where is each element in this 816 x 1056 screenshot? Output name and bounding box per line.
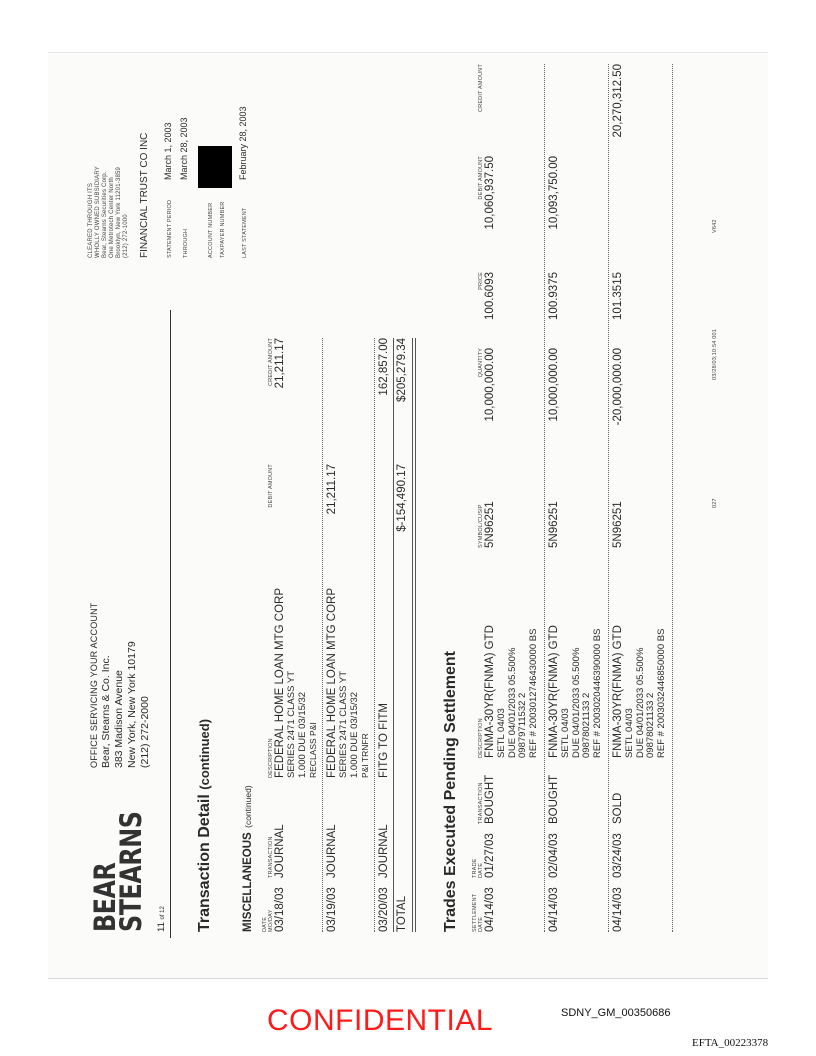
trade-row-1-transaction: BOUGHT xyxy=(484,774,496,824)
transaction-detail-suffix: (continued) xyxy=(197,718,212,790)
col-symbol-header: SYMBOL/CUSIP xyxy=(478,504,484,548)
clearing-line: WHOLLY OWNED SUBSIDIARY xyxy=(95,166,101,258)
footer-code-right: V642 xyxy=(712,219,718,233)
trade-row-1-price: 100.6093 xyxy=(484,272,496,320)
total-label: TOTAL xyxy=(396,896,408,932)
trades-title: Trades Executed Pending Settlement xyxy=(442,651,459,932)
misc-row-2-description xyxy=(326,588,371,778)
through-label: THROUGH xyxy=(183,228,189,258)
row-separator xyxy=(608,64,609,932)
col-trade-credit-header: CREDIT AMOUNT xyxy=(478,64,484,113)
description-line: SETL 04/03 xyxy=(496,708,507,758)
efta-number: EFTA_00223378 xyxy=(692,1037,769,1049)
description-line: 1.000 DUE 03/15/32 xyxy=(348,691,360,778)
statement-period-label: STATEMENT PERIOD xyxy=(167,199,173,258)
bear-stearns-logo xyxy=(88,811,148,932)
col-date-header-2: MO/DAY xyxy=(268,909,274,932)
page-number-value: 11 xyxy=(156,922,167,932)
transaction-detail-heading xyxy=(196,719,214,932)
misc-row-2-transaction: JOURNAL xyxy=(326,824,338,878)
misc-title: MISCELLANEOUS xyxy=(242,832,254,932)
misc-row-1-credit: 21,211.17 xyxy=(274,338,286,389)
col-trade-transaction-header: TRANSACTION xyxy=(478,782,484,824)
col-date-header-1: DATE xyxy=(262,916,268,932)
trade-row-1-description xyxy=(484,625,539,758)
office-line: New York, New York 10179 xyxy=(126,641,138,768)
row-separator xyxy=(374,338,375,932)
misc-row-3-transaction: JOURNAL xyxy=(378,824,390,878)
trade-row-2-price: 100.9375 xyxy=(548,272,560,320)
description-line: 09879711532 2 xyxy=(517,692,528,758)
last-statement-value: February 28, 2003 xyxy=(238,106,248,180)
bates-number: SDNY_GM_00350686 xyxy=(561,1007,671,1019)
misc-row-1-description xyxy=(274,588,319,778)
description-line: FNMA-30YR(FNMA) GTD xyxy=(484,625,496,758)
description-line: SETL 04/03 xyxy=(624,708,635,758)
description-line: 1.000 DUE 03/15/32 xyxy=(296,691,308,778)
col-price-header: PRICE xyxy=(478,272,484,290)
last-statement-label: LAST STATEMENT xyxy=(242,207,248,258)
description-line: SERIES 2471 CLASS YT xyxy=(338,670,349,778)
col-trade-debit-header: DEBIT AMOUNT xyxy=(478,156,484,200)
description-line: RECLASS P&I xyxy=(308,722,318,778)
misc-row-3-credit: 162,857.00 xyxy=(378,338,390,396)
misc-row-3-date: 03/20/03 xyxy=(378,887,390,932)
col-transaction-header: TRANSACTION xyxy=(268,836,274,878)
page-number xyxy=(156,906,167,932)
trade-row-1-symbol: 5N96251 xyxy=(484,501,496,548)
trade-row-3-description xyxy=(612,625,667,758)
description-line: SETL 04/03 xyxy=(560,708,571,758)
col-trade-header-2: DATE xyxy=(478,862,484,878)
trade-row-1-settlement: 04/14/03 xyxy=(484,887,496,932)
description-line: FEDERAL HOME LOAN MTG CORP xyxy=(326,588,338,778)
transaction-detail-title: Transaction Detail xyxy=(196,794,213,932)
statement-period-value: March 1, 2003 xyxy=(163,122,173,180)
total-debit: $-154,490.17 xyxy=(396,464,408,532)
row-separator xyxy=(672,64,673,932)
trade-row-2-quantity: 10,000,000.00 xyxy=(548,348,560,422)
misc-row-1-date: 03/18/03 xyxy=(274,887,286,932)
description-line: REF # 2003020446390000 BS xyxy=(591,628,603,758)
total-rule xyxy=(393,338,394,932)
taxpayer-number-label: TAXPAYER NUMBER xyxy=(220,201,226,258)
col-settlement-header-2: DATE xyxy=(478,916,484,932)
scanned-statement xyxy=(48,52,768,979)
description-line: 09878021133 2 xyxy=(581,692,592,758)
clearing-line: CLEARED THROUGH ITS xyxy=(88,182,94,258)
col-trade-header-1: TRADE xyxy=(472,858,478,878)
account-number-label: ACCOUNT NUMBER xyxy=(208,202,214,258)
trade-row-2-transaction: BOUGHT xyxy=(548,774,560,824)
trade-row-2-symbol: 5N96251 xyxy=(548,501,560,548)
confidential-stamp: CONFIDENTIAL xyxy=(267,1004,494,1037)
logo-line-1: BEAR xyxy=(88,862,122,932)
description-line: FNMA-30YR(FNMA) GTD xyxy=(548,625,560,758)
office-address xyxy=(88,603,152,769)
misc-row-2-debit: 21,211.17 xyxy=(326,464,338,515)
trade-row-2-settlement: 04/14/03 xyxy=(548,887,560,932)
trade-row-1-trade-date: 01/27/03 xyxy=(484,833,496,878)
trade-row-2-description xyxy=(548,625,603,758)
footer-code-mid: 03/28/03;10:54 001 xyxy=(712,328,718,380)
col-date-header xyxy=(262,910,274,933)
col-credit-header: CREDIT AMOUNT xyxy=(268,338,274,387)
clearing-info xyxy=(88,166,130,258)
office-line: Bear, Stearns & Co. Inc. xyxy=(100,655,112,768)
total-credit: $205,279.34 xyxy=(396,338,408,402)
misc-row-3-description: FITG TO FITM xyxy=(378,703,390,778)
office-line: OFFICE SERVICING YOUR ACCOUNT xyxy=(89,602,99,768)
description-line: SERIES 2471 CLASS YT xyxy=(286,670,297,778)
description-line: DUE 04/01/2033 05.500% xyxy=(570,647,582,758)
col-settlement-header xyxy=(472,894,484,932)
col-debit-header: DEBIT AMOUNT xyxy=(268,464,274,508)
footer-code-left: 027 xyxy=(712,498,718,508)
misc-suffix: (continued) xyxy=(243,785,253,828)
trade-row-1-quantity: 10,000,000.00 xyxy=(484,348,496,422)
description-line: FEDERAL HOME LOAN MTG CORP xyxy=(274,588,286,778)
col-trade-header xyxy=(472,858,484,878)
office-line: (212) 272-2000 xyxy=(139,696,151,768)
description-line: P&I TRNFR xyxy=(360,733,370,778)
page-number-total: of 12 xyxy=(160,906,166,920)
misc-heading xyxy=(238,785,256,932)
clearing-line: Bear, Stearns Securities Corp. xyxy=(102,171,108,258)
trade-row-3-credit: 20,270,312.50 xyxy=(612,64,624,138)
trade-row-3-settlement: 04/14/03 xyxy=(612,887,624,932)
col-quantity-header: QUANTITY xyxy=(478,348,484,378)
trade-row-3-transaction: SOLD xyxy=(612,792,624,824)
clearing-line: Brooklyn, New York 11201-3859 xyxy=(116,166,122,258)
rotated-statement-page xyxy=(48,53,768,978)
office-line: 383 Madison Avenue xyxy=(113,670,125,768)
description-line: REF # 2003012746430000 BS xyxy=(527,628,539,758)
trade-row-1-debit: 10,060,937.50 xyxy=(484,156,496,230)
client-name: FINANCIAL TRUST CO INC xyxy=(139,132,150,258)
col-description-header: DESCRIPTION xyxy=(268,738,274,778)
trade-row-3-symbol: 5N96251 xyxy=(612,501,624,548)
trade-row-3-quantity: -20,000,000.00 xyxy=(612,348,624,426)
clearing-line: (212) 272-1000 xyxy=(123,214,129,258)
header-rule xyxy=(170,310,171,938)
misc-row-2-date: 03/19/03 xyxy=(326,887,338,932)
clearing-line: One Metrotech Center North xyxy=(109,177,115,258)
total-double-rule xyxy=(412,338,416,932)
description-line: REF # 2003032446850000 BS xyxy=(655,628,667,758)
col-settlement-header-1: SETTLEMENT xyxy=(472,893,478,932)
trade-row-3-trade-date: 03/24/03 xyxy=(612,833,624,878)
trade-row-3-price: 101.3515 xyxy=(612,272,624,320)
description-line: DUE 04/01/2033 05.500% xyxy=(634,647,646,758)
col-trade-description-header: DESCRIPTION xyxy=(478,718,484,758)
redaction-box xyxy=(198,146,232,188)
trade-row-2-trade-date: 02/04/03 xyxy=(548,833,560,878)
description-line: DUE 04/01/2033 05.500% xyxy=(506,647,518,758)
row-separator xyxy=(544,64,545,932)
row-separator xyxy=(322,338,323,932)
logo-line-2: STEARNS xyxy=(114,811,148,932)
trade-row-2-debit: 10,093,750.00 xyxy=(548,156,560,230)
through-value: March 28, 2003 xyxy=(179,117,189,180)
description-line: 09878021133 2 xyxy=(645,692,656,758)
description-line: FNMA-30YR(FNMA) GTD xyxy=(612,625,624,758)
misc-row-1-transaction: JOURNAL xyxy=(274,824,286,878)
